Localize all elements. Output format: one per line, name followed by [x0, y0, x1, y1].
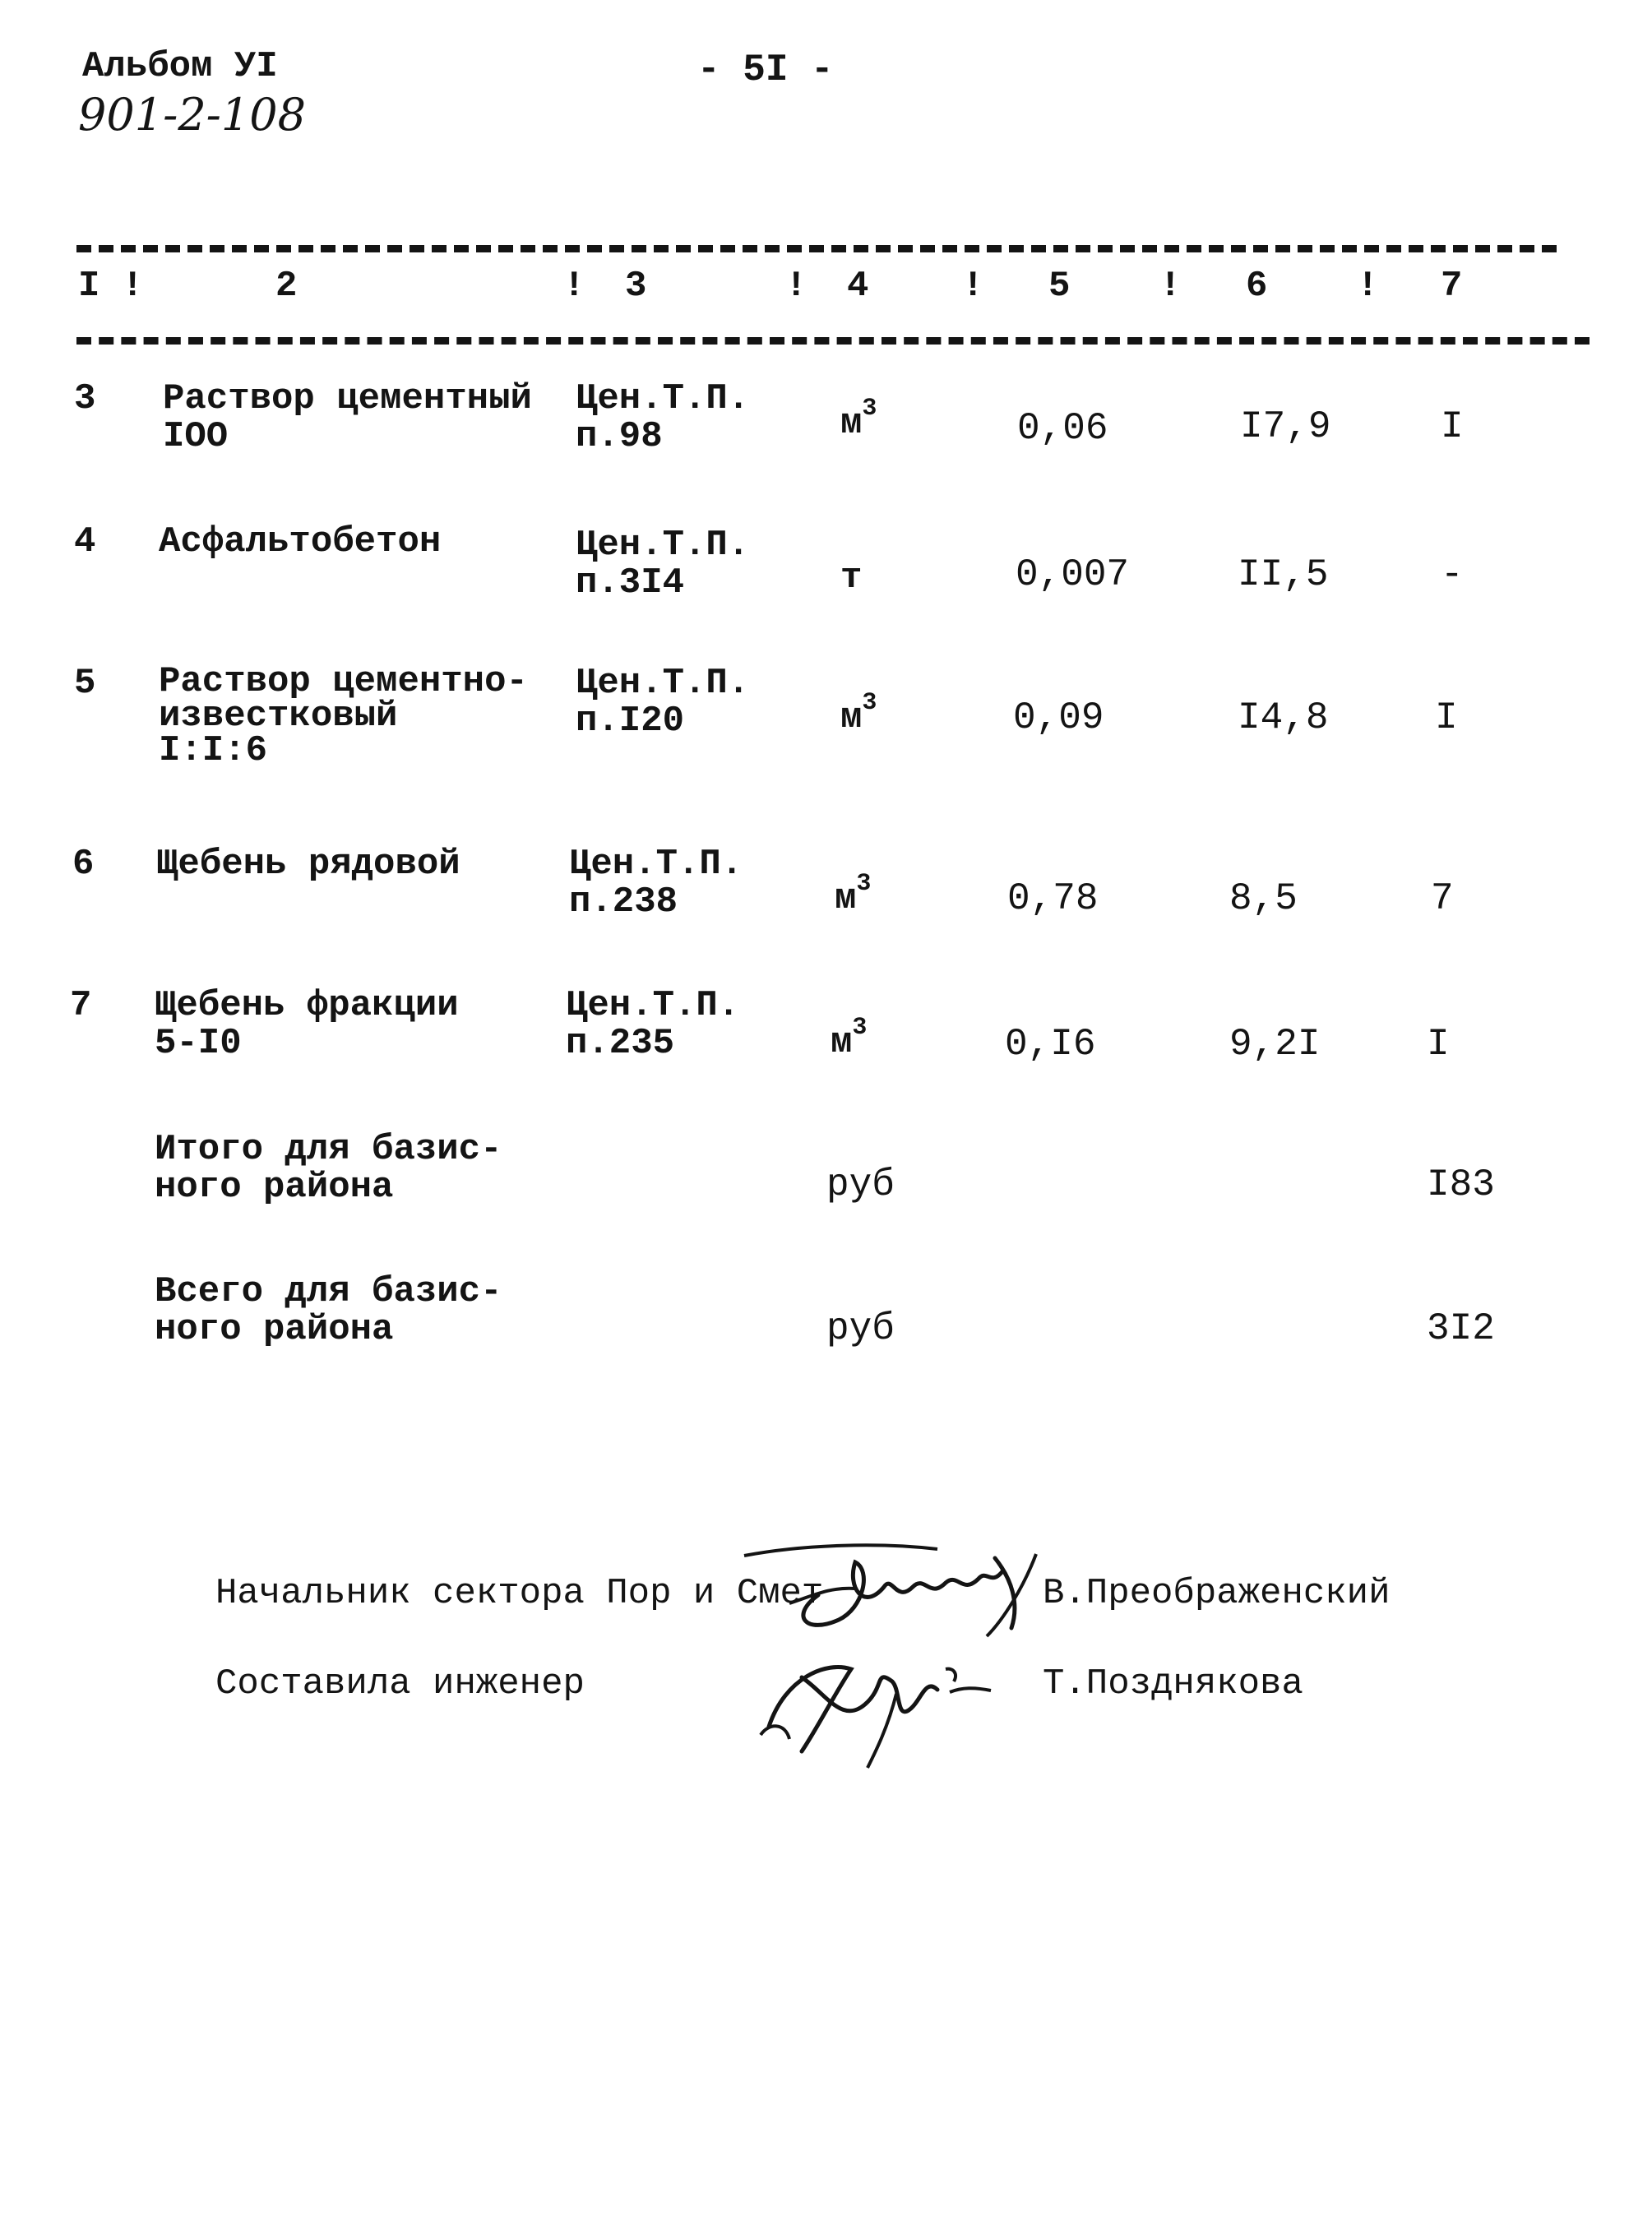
unit-price: I7,9: [1240, 405, 1331, 448]
row-number: 7: [70, 985, 92, 1026]
price-reference: Цен.Т.П. п.235: [566, 985, 740, 1064]
col-header-6: 6: [1246, 266, 1268, 307]
handwritten-signature-2: [752, 1644, 1007, 1776]
quantity: 0,06: [1017, 407, 1108, 450]
signature-name-1: В.Преображенский: [1043, 1573, 1391, 1614]
subtotal-total: I83: [1427, 1163, 1495, 1206]
col-header-5: 5: [1048, 266, 1071, 307]
subtotal-label: Итого для базис- ного района: [155, 1129, 502, 1208]
total: I: [1427, 1023, 1450, 1066]
col-separator: !: [563, 266, 585, 307]
unit: $м^3$: [840, 689, 877, 738]
item-name: Раствор цементно- известковый I:I:6: [159, 661, 528, 771]
price-reference: Цен.Т.П. п.98: [576, 378, 750, 457]
signature-name-2: Т.Позднякова: [1043, 1663, 1303, 1704]
unit: $м^3$: [835, 870, 872, 919]
item-name: Щебень фракции 5-I0: [155, 985, 459, 1064]
table-top-rule: [76, 245, 1557, 252]
signature-role-1: Начальник сектора Пор и Смет: [215, 1573, 824, 1614]
unit: $м^3$: [840, 395, 877, 444]
col-separator: !: [122, 266, 144, 307]
grand-total-label: Всего для базис- ного района: [155, 1271, 502, 1350]
quantity: 0,I6: [1005, 1023, 1096, 1066]
total: 7: [1431, 877, 1454, 920]
grand-total-value: 3I2: [1427, 1307, 1495, 1350]
unit-price: II,5: [1238, 553, 1329, 596]
col-separator: !: [1357, 266, 1379, 307]
total: -: [1441, 553, 1464, 596]
price-reference: Цен.Т.П. п.238: [569, 844, 743, 923]
col-header-3: 3: [625, 266, 647, 307]
col-header-7: 7: [1441, 266, 1463, 307]
row-number: 3: [74, 378, 96, 419]
col-separator: !: [962, 266, 984, 307]
col-separator: !: [1159, 266, 1182, 307]
signature-role-2: Составила инженер: [215, 1663, 585, 1704]
col-header-2: 2: [275, 266, 298, 307]
item-name: Раствор цементный IOO: [163, 378, 532, 457]
unit: $м^3$: [831, 1014, 868, 1063]
unit-price: I4,8: [1238, 696, 1329, 739]
table-header-rule: [76, 337, 1590, 345]
row-number: 6: [72, 844, 95, 885]
total: I: [1441, 405, 1464, 448]
col-header-4: 4: [847, 266, 869, 307]
handwritten-signature-1: [740, 1538, 1102, 1644]
unit: т: [840, 557, 863, 599]
project-code: 901-2-108: [78, 89, 306, 141]
item-name: Щебень рядовой: [156, 844, 460, 885]
grand-total-unit: руб: [826, 1307, 895, 1350]
price-reference: Цен.Т.П. п.3I4: [576, 525, 750, 604]
page-number: - 5I -: [697, 49, 834, 91]
quantity: 0,78: [1007, 877, 1099, 920]
col-header-1: I: [78, 266, 100, 307]
total: I: [1435, 696, 1458, 739]
unit-price: 9,2I: [1229, 1023, 1321, 1066]
col-separator: !: [785, 266, 807, 307]
unit-price: 8,5: [1229, 877, 1298, 920]
price-reference: Цен.Т.П. п.I20: [576, 663, 750, 742]
quantity: 0,007: [1016, 553, 1130, 596]
album-label: Альбом УI: [82, 46, 278, 87]
row-number: 5: [74, 663, 96, 704]
item-name: Асфальтобетон: [159, 521, 442, 562]
row-number: 4: [74, 521, 96, 562]
subtotal-unit: руб: [826, 1163, 895, 1206]
quantity: 0,09: [1013, 696, 1104, 739]
